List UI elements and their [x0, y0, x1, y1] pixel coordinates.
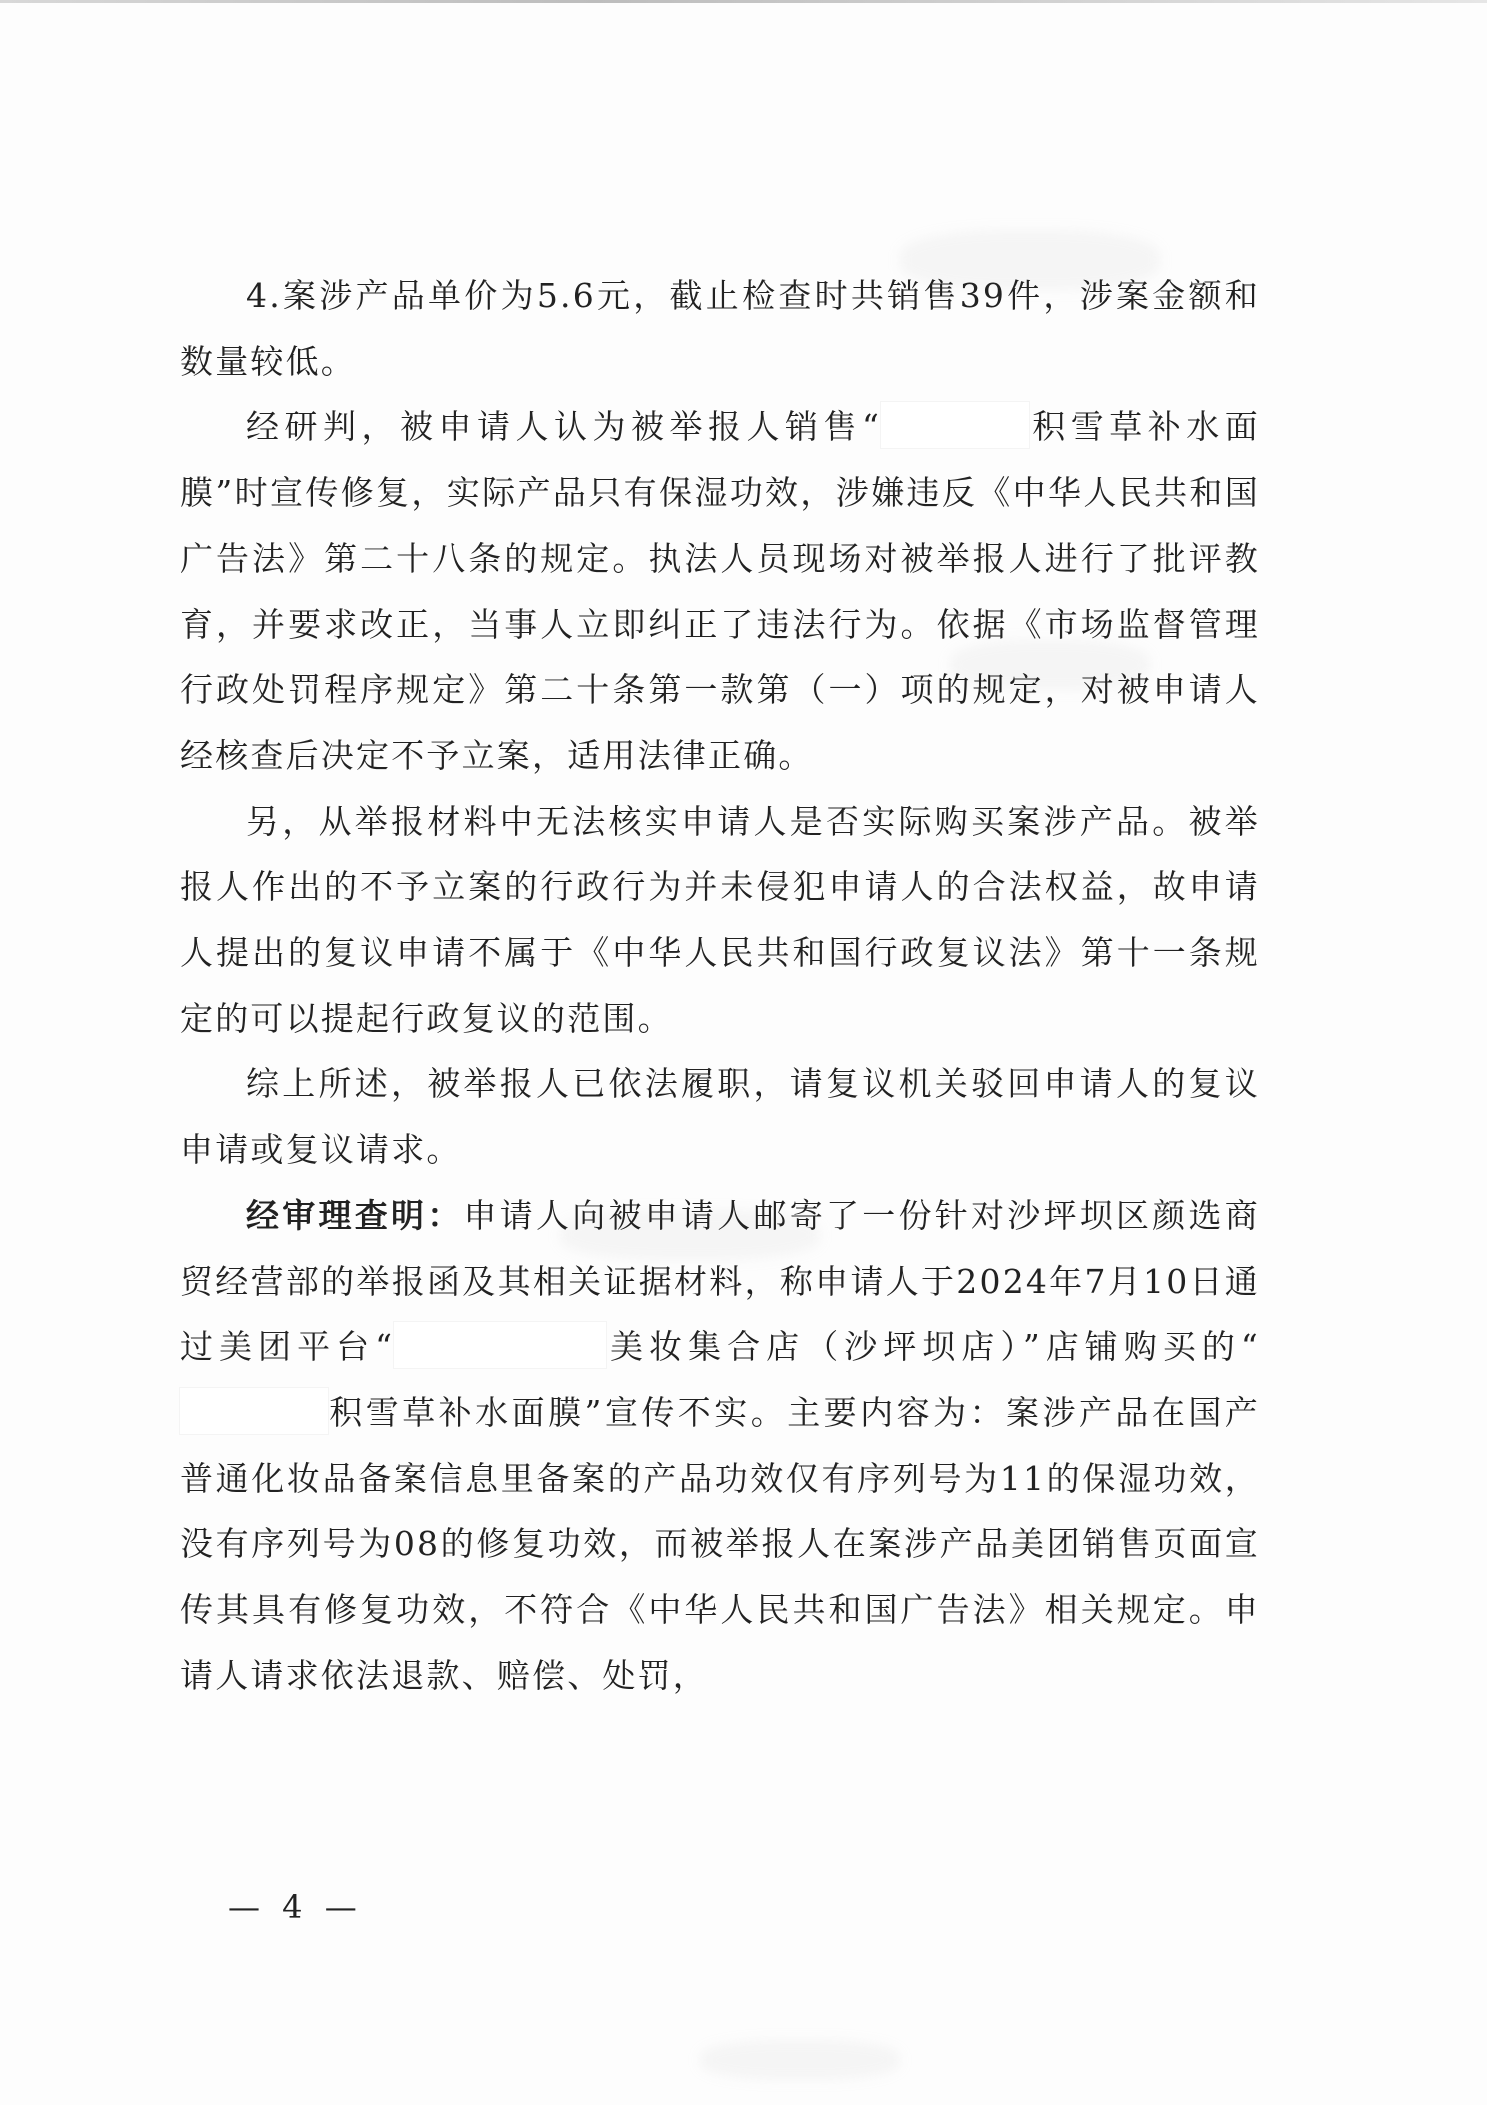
page-number: — 4 — [228, 1888, 363, 1926]
paragraph-text: 美妆集合店（沙坪坝店）”店铺购买的“ [606, 1327, 1260, 1367]
paragraph-text: 积雪草补水面膜”宣传不实。主要内容为：案涉产品在国产普通化妆品备案信息里备案的产品功效仅有序列号为11的保湿功效，没有序列号为08的修复功效，而被举报人在案涉产品美团销售页面宣传其具有修复功效，不符合《中华人民共和国广告法》相关规定。申请人请求依法退款、赔偿、处罚， [180, 1392, 1260, 1695]
redaction-box [881, 402, 1029, 448]
scan-bleed-through [700, 2040, 900, 2080]
body-text [180, 263, 1260, 1708]
paragraph-text: 另，从举报材料中无法核实申请人是否实际购买案涉产品。被举报人作出的不予立案的行政行为并未侵犯申请人的合法权益，故申请人提出的复议申请不属于《中华人民共和国行政复议法》第十一条规定的可以提起行政复议的范围。 [180, 801, 1260, 1038]
paragraph-text: 4.案涉产品单价为5.6元，截止检查时共销售39件，涉案金额和数量较低。 [180, 276, 1260, 381]
paragraph-text: 综上所述，被举报人已依法履职，请复议机关驳回申请人的复议申请或复议请求。 [180, 1064, 1260, 1170]
redaction-box [394, 1322, 606, 1368]
paragraph-text: 积雪草补水面膜”时宣传修复，实际产品只有保湿功效，涉嫌违反《中华人民共和国广告法》第二十八条的规定。执法人员现场对被举报人进行了批评教育，并要求改正，当事人立即纠正了违法行为。依据《市场监督管理行政处罚程序规定》第二十条第一款第（一）项的规定，对被申请人经核查后决定不予立案，适用法律正确。 [180, 407, 1260, 775]
paragraph-1 [180, 263, 1260, 394]
redaction-box [180, 1388, 328, 1434]
paragraph-5 [180, 1183, 1260, 1709]
paragraph-4 [180, 1051, 1260, 1182]
paragraph-2 [180, 394, 1260, 788]
paragraph-3 [180, 789, 1260, 1052]
scan-edge-line [0, 0, 1487, 3]
paragraph-text: 申请人向被申请人邮寄了一份针对沙坪坝区颜选商贸经营部的举报函及其相关证据材料，称申请人于2024年7月10日通过美团平台“ [180, 1195, 1260, 1367]
paragraph-text: 经研判，被申请人认为被举报人销售“ [246, 407, 882, 447]
section-heading: 经审理查明： [246, 1195, 464, 1235]
